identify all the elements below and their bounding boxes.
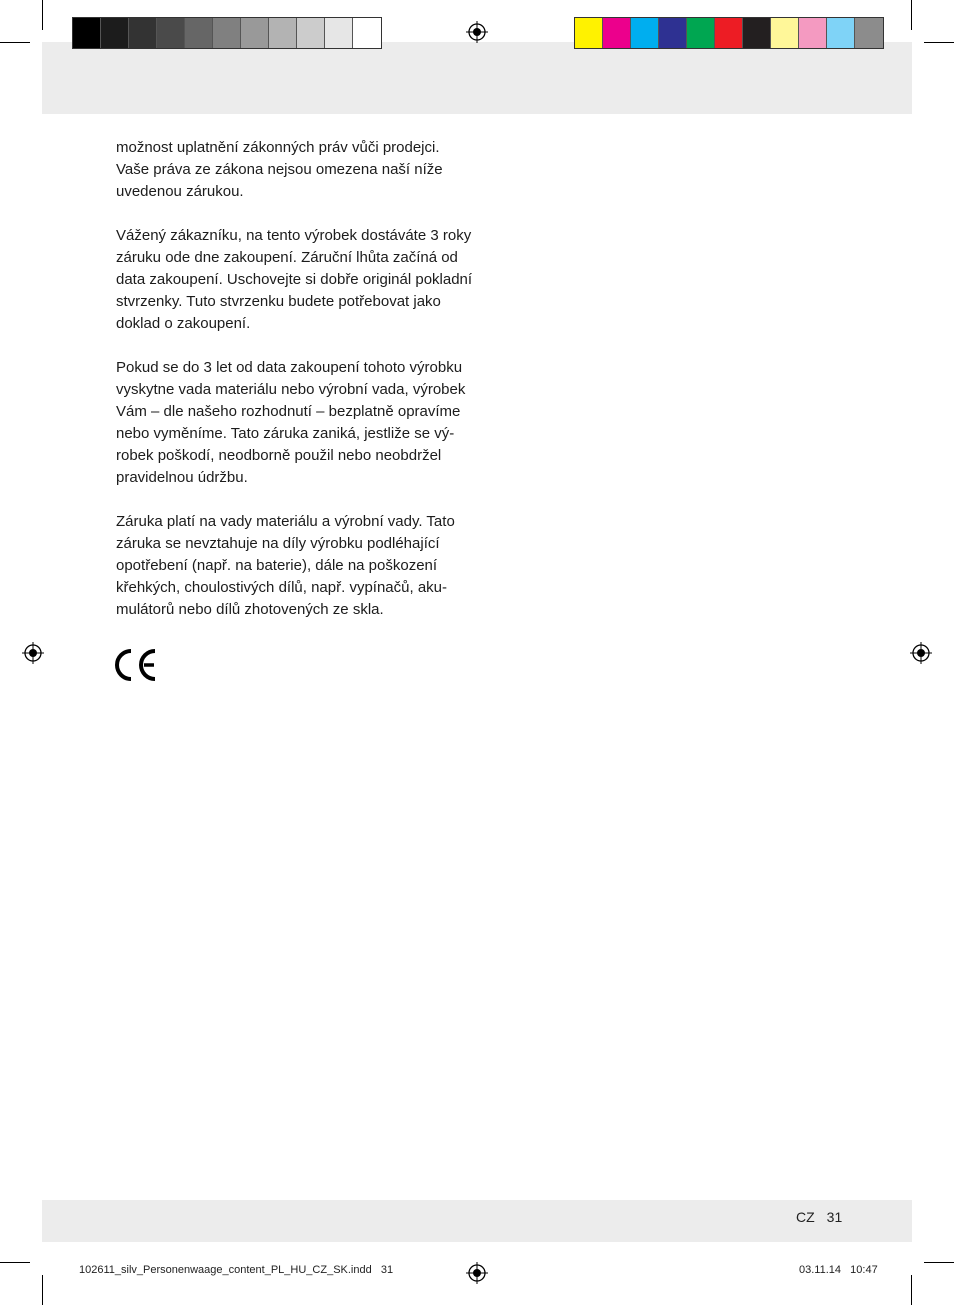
- grayscale-color-bar: [72, 17, 382, 49]
- footer-band: [42, 1200, 912, 1242]
- language-code: CZ: [796, 1209, 815, 1225]
- header-band: [42, 42, 912, 114]
- crop-mark: [911, 1275, 912, 1305]
- color-swatch: [631, 18, 659, 48]
- paragraph: Vážený zákazníku, na tento výrobek dostáváte 3 roky záruku ode dne zakoupení. Záruční lhůta začíná od data zakoupení. Uschovejte si dobře originál pokladní stvrzenky. Tuto stvrzenku budete potřebovat jako doklad o zakoupení.: [116, 227, 473, 332]
- color-swatch: [269, 18, 297, 48]
- paragraph: Pokud se do 3 let od data zakoupení tohoto výrobku vyskytne vada materiálu nebo výrobní vada, výrobek Vám – dle našeho rozhodnutí – bezplatně opravíme nebo vyměníme. Tato záruka zaniká, jestliže se vý- robek poškodí, neodborně použil nebo neobdržel pravidelnou údržbu.: [116, 359, 466, 486]
- registration-mark-icon: [22, 642, 44, 664]
- color-swatch: [73, 18, 101, 48]
- page-footer-label: [796, 1209, 854, 1225]
- color-swatch: [603, 18, 631, 48]
- warranty-text: [116, 137, 476, 643]
- ce-mark-icon: [114, 648, 158, 682]
- color-swatch: [575, 18, 603, 48]
- slug-timestamp: 03.11.14 10:47: [799, 1264, 878, 1276]
- paragraph: Záruka platí na vady materiálu a výrobní vady. Tato záruka se nevztahuje na díly výrobku podléhající opotřebení (např. na baterie), dále na poškození křehkých, choulostivých dílů, např. vypínačů, aku- mulátorů nebo dílů zhotovených ze skla.: [116, 513, 455, 618]
- color-swatch: [743, 18, 771, 48]
- paragraph: možnost uplatnění zákonných práv vůči prodejci. Vaše práva ze zákona nejsou omezena naší níže uvedenou zárukou.: [116, 139, 443, 200]
- color-swatch: [185, 18, 213, 48]
- color-swatch: [771, 18, 799, 48]
- crop-mark: [924, 42, 954, 43]
- color-swatch: [129, 18, 157, 48]
- crop-mark: [0, 42, 30, 43]
- color-swatch: [799, 18, 827, 48]
- slug-filename: 102611_silv_Personenwaage_content_PL_HU_CZ_SK.indd 31: [79, 1264, 394, 1276]
- color-swatch: [353, 18, 381, 48]
- color-swatch: [213, 18, 241, 48]
- color-swatch: [241, 18, 269, 48]
- color-swatch: [715, 18, 743, 48]
- color-swatch: [827, 18, 855, 48]
- registration-mark-icon: [910, 642, 932, 664]
- process-color-bar: [574, 17, 884, 49]
- color-swatch: [687, 18, 715, 48]
- crop-mark: [42, 0, 43, 30]
- color-swatch: [855, 18, 883, 48]
- crop-mark: [42, 1275, 43, 1305]
- color-swatch: [325, 18, 353, 48]
- crop-mark: [0, 1262, 30, 1263]
- crop-mark: [911, 0, 912, 30]
- page-number: 31: [826, 1209, 843, 1225]
- color-swatch: [297, 18, 325, 48]
- crop-mark: [924, 1262, 954, 1263]
- registration-mark-icon: [466, 1262, 488, 1284]
- registration-mark-icon: [466, 21, 488, 43]
- color-swatch: [101, 18, 129, 48]
- color-swatch: [157, 18, 185, 48]
- color-swatch: [659, 18, 687, 48]
